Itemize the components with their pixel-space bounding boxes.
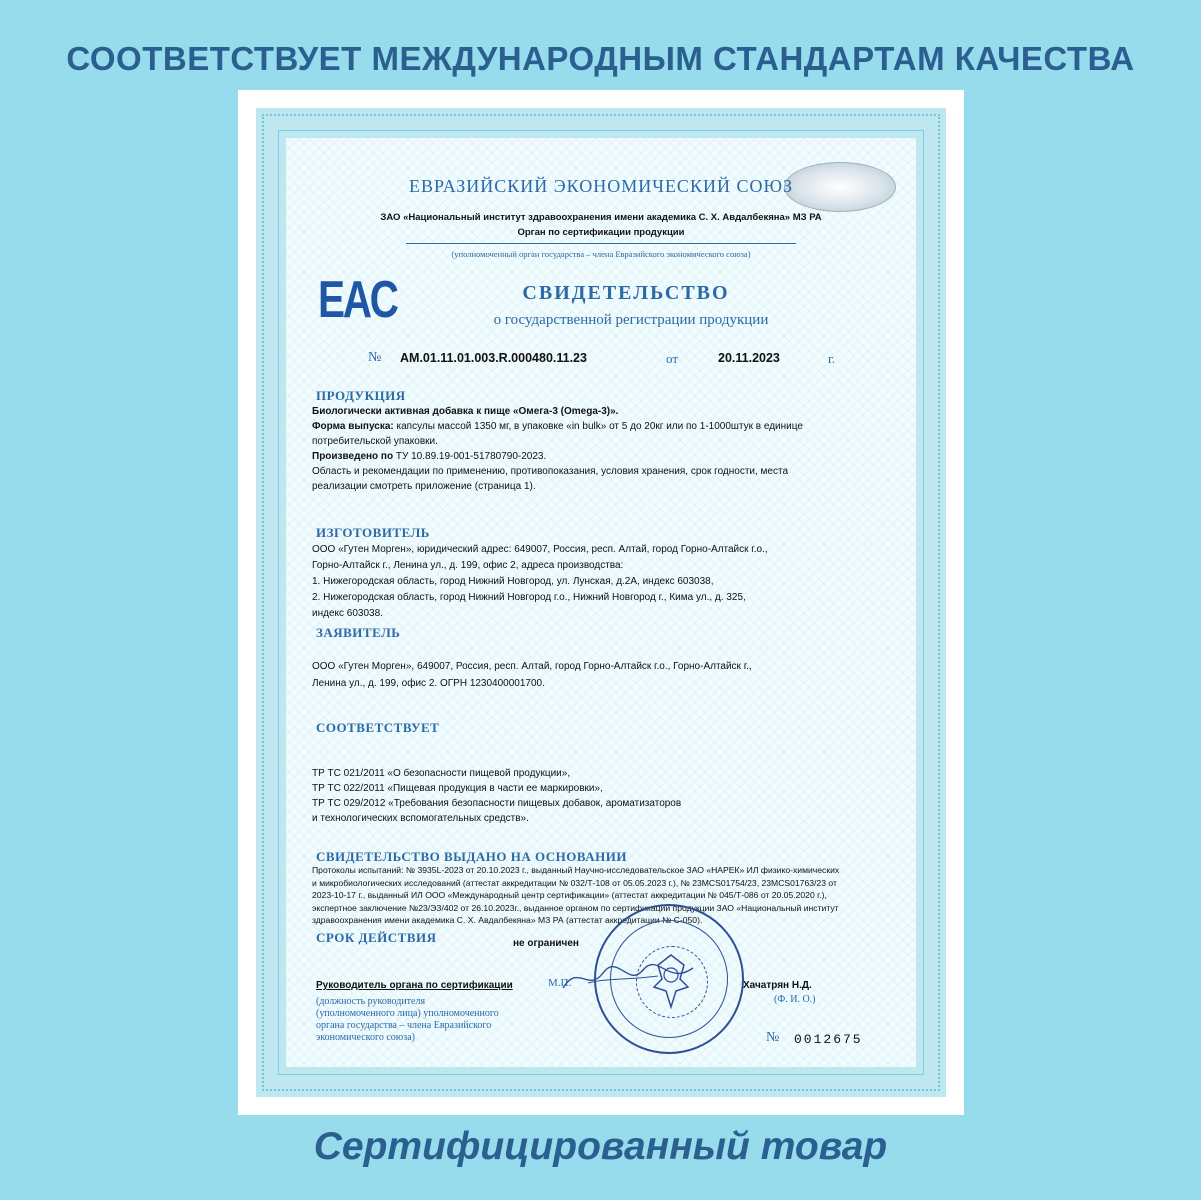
form-label: Форма выпуска:	[312, 421, 394, 432]
basis-line: и микробиологических исследований (аттестат аккредитации № 032/Т-108 от 05.05.2023 г.), № 23MCS01754/23, 23MCS01763/23 от	[312, 877, 837, 888]
signature-icon	[558, 958, 698, 998]
conformity-line: ТР ТС 022/2011 «Пищевая продукция в части ее маркировки»,	[312, 783, 603, 794]
validity-value: не ограничен	[513, 938, 579, 949]
mp-label: М.П.	[548, 977, 572, 989]
product-made	[312, 449, 912, 464]
head-name: Хачатрян Н.Д.	[743, 980, 812, 991]
bottom-banner: Сертифицированный товар	[313, 1125, 888, 1168]
authorized-note: (уполномоченный орган государства – члена Евразийского экономического союза)	[451, 249, 751, 259]
certificate-sheet	[238, 90, 964, 1115]
manufacturer-block	[312, 542, 912, 622]
conformity-block	[312, 766, 912, 826]
certificate-date: 20.11.2023	[718, 351, 780, 365]
union-title: ЕВРАЗИЙСКИЙ ЭКОНОМИЧЕСКИЙ СОЮЗ	[409, 176, 793, 196]
basis-line: 2023-10-17 г., выданный ИЛ ООО «Международный центр сертификации» (аттестат аккредитации № 045/Т-086 от 20.05.2020 г.),	[312, 890, 827, 900]
product-name: Биологически активная добавка к пище «Омега-3 (Omega-3)».	[312, 406, 619, 417]
manufacturer-line: 2. Нижегородская область, город Нижний Новгород г.о., Нижний Новгород г., Кима ул., д. 325,	[312, 592, 746, 603]
top-banner: СООТВЕТСТВУЕТ МЕЖДУНАРОДНЫМ СТАНДАРТАМ КАЧЕСТВА	[66, 40, 1135, 77]
form-line-1: капсулы массой 1350 мг, в упаковке «in bulk» от 5 до 20кг или по 1-1000штук в единице	[393, 421, 803, 432]
manufacturer-line: Горно-Алтайск г., Ленина ул., д. 199, офис 2, адреса производства:	[312, 560, 624, 571]
scope-line-1: Область и рекомендации по применению, противопоказания, условия хранения, срок годности, места	[312, 466, 789, 477]
head-label: Руководитель органа по сертификации	[316, 980, 513, 991]
number-label: №	[368, 350, 382, 365]
basis-line: экспертное заключение №23/ЭЗ/402 от 26.10.2023г., выданное органом по сертификации продукции ЗАО «Национальный институт	[312, 902, 839, 913]
made-label: Произведено по	[312, 451, 394, 462]
product-block	[312, 404, 912, 494]
certificate-subtitle: о государственной регистрации продукции	[493, 312, 769, 328]
position-block	[316, 996, 499, 1044]
manufacturer-line: ООО «Гутен Морген», юридический адрес: 649007, Россия, респ. Алтай, город Горно-Алтайск г.о.,	[312, 544, 768, 555]
made-value: ТУ 10.89.19-001-51780790-2023.	[393, 451, 547, 462]
basis-line: Протоколы испытаний: № 3935L-2023 от 20.10.2023 г., выданный Научно-исследовательское ЗАО «НАРЕК» ИЛ физико-химических	[312, 865, 840, 875]
applicant-heading: ЗАЯВИТЕЛЬ	[316, 625, 401, 640]
basis-heading: СВИДЕТЕЛЬСТВО ВЫДАНО НА ОСНОВАНИИ	[316, 849, 627, 864]
manufacturer-line: индекс 603038.	[312, 608, 383, 619]
eac-logo-icon: EAC	[318, 271, 397, 329]
institute-name: ЗАО «Национальный институт здравоохранения имени академика С. Х. Авдалбекяна» МЗ РА	[380, 212, 822, 223]
conformity-line: ТР ТС 029/2012 «Требования безопасности пищевых добавок, ароматизаторов	[312, 798, 682, 809]
product-form	[312, 419, 912, 434]
applicant-line: ООО «Гутен Морген», 649007, Россия, респ. Алтай, город Горно-Алтайск г.о., Горно-Алтайск г.,	[312, 661, 752, 672]
conformity-line: и технологических вспомогательных средств».	[312, 813, 529, 824]
certificate-title: СВИДЕТЕЛЬСТВО	[522, 282, 730, 304]
form-line-2: потребительской упаковки.	[312, 436, 438, 447]
conformity-heading: СООТВЕТСТВУЕТ	[316, 720, 440, 735]
position-line: (уполномоченного лица) уполномоченного	[316, 1008, 499, 1019]
position-line: органа государства – члена Евразийского	[316, 1020, 492, 1031]
serial-label: №	[766, 1030, 780, 1045]
fio-label: (Ф. И. О.)	[774, 994, 816, 1005]
conformity-line: ТР ТС 021/2011 «О безопасности пищевой продукции»,	[312, 768, 571, 779]
validity-heading: СРОК ДЕЙСТВИЯ	[316, 930, 437, 945]
applicant-line: Ленина ул., д. 199, офис 2. ОГРН 1230400001700.	[312, 678, 545, 689]
organ-name: Орган по сертификации продукции	[517, 227, 685, 238]
serial-number: 0012675	[794, 1032, 863, 1047]
position-line: экономического союза)	[316, 1032, 415, 1043]
applicant-block	[312, 658, 912, 692]
date-from-label: от	[666, 351, 679, 366]
basis-block	[312, 864, 912, 927]
product-heading: ПРОДУКЦИЯ	[316, 388, 406, 403]
certificate-number: AM.01.11.01.003.R.000480.11.23	[400, 351, 587, 365]
basis-line: здравоохранения имени академика С. Х. Авдалбекяна» МЗ РА (аттестат аккредитации № С-050).	[312, 915, 703, 925]
manufacturer-line: 1. Нижегородская область, город Нижний Новгород, ул. Лунская, д.2А, индекс 603038,	[312, 576, 714, 587]
manufacturer-heading: ИЗГОТОВИТЕЛЬ	[316, 525, 430, 540]
divider	[406, 243, 796, 244]
position-line: (должность руководителя	[316, 996, 426, 1007]
scope-line-2: реализации смотреть приложение (страница 1).	[312, 481, 536, 492]
year-suffix: г.	[828, 351, 836, 366]
